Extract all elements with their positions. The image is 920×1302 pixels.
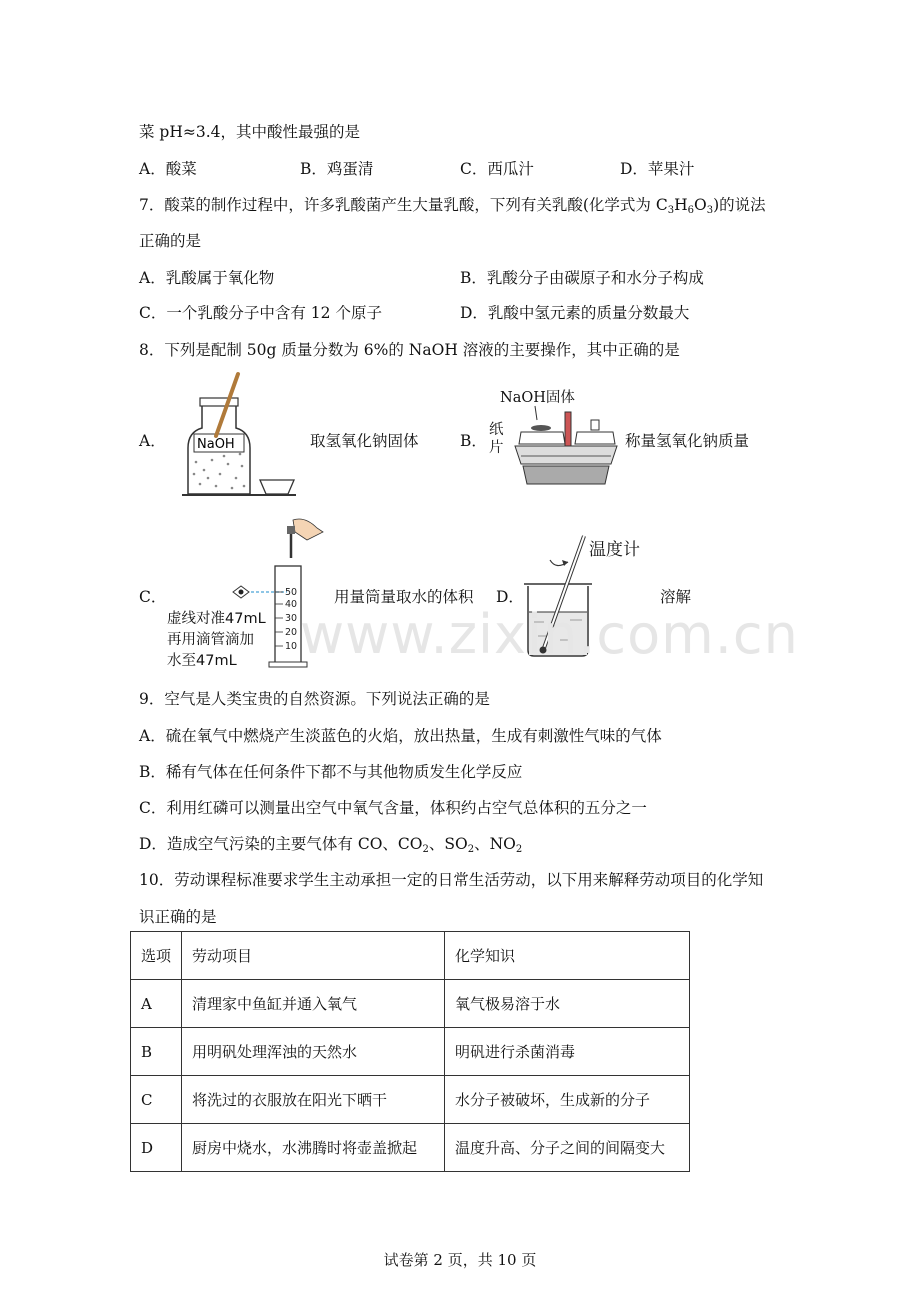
table-row — [131, 1076, 690, 1124]
q7-option-c: C．一个乳酸分子中含有 12 个原子 — [139, 304, 382, 322]
q8-a-caption: 取氢氧化钠固体 — [310, 432, 419, 450]
q9-option-b: B．稀有气体在任何条件下都不与其他物质发生化学反应 — [139, 763, 523, 781]
q8-d-caption: 溶解 — [660, 588, 692, 606]
q8-b-caption: 称量氢氧化钠质量 — [625, 432, 750, 450]
q7-option-b: B．乳酸分子由碳原子和水分子构成 — [460, 269, 704, 287]
table-row — [131, 1028, 690, 1076]
q6-option-d: D．苹果汁 — [620, 160, 695, 178]
table-cell: 厨房中烧水，水沸腾时将壶盖掀起 — [182, 1124, 445, 1172]
table-cell: 水分子被破坏，生成新的分子 — [445, 1076, 690, 1124]
table-cell: 将洗过的衣服放在阳光下晒干 — [182, 1076, 445, 1124]
tick-label: 50 — [285, 587, 298, 598]
table-header-row — [131, 932, 690, 980]
q9-stem: 9．空气是人类宝贵的自然资源。下列说法正确的是 — [139, 690, 490, 708]
q8-a-letter: A． — [139, 432, 166, 450]
table-cell: 氧气极易溶于水 — [445, 980, 690, 1028]
table-cell: 温度升高、分子之间的间隔变大 — [445, 1124, 690, 1172]
table-cell: 用明矾处理浑浊的天然水 — [182, 1028, 445, 1076]
q6-option-a: A．酸菜 — [139, 160, 197, 178]
q8-c-letter: C． — [139, 588, 167, 606]
table-row — [131, 980, 690, 1028]
q8-b-letter: B． — [460, 432, 487, 450]
q10-table — [130, 931, 690, 1172]
q7-stem-cont: 正确的是 — [139, 232, 202, 250]
q8-b-paper-label-1: 纸 — [489, 422, 504, 438]
beaker-thermometer-figure — [520, 530, 592, 660]
q9-option-a: A．硫在氧气中燃烧产生淡蓝色的火焰，放出热量，生成有刺激性气味的气体 — [139, 727, 662, 745]
table-cell: A — [131, 980, 182, 1028]
q6-option-c: C．西瓜汁 — [460, 160, 534, 178]
q8-c-note-2: 再用滴管滴加 — [167, 632, 254, 648]
tick-label: 40 — [285, 599, 298, 610]
q10-stem: 10．劳动课程标准要求学生主动承担一定的日常生活劳动，以下用来解释劳动项目的化学知 — [139, 871, 764, 889]
q9-option-c: C．利用红磷可以测量出空气中氧气含量，体积约占空气总体积的五分之一 — [139, 799, 647, 817]
table-header: 劳动项目 — [182, 932, 445, 980]
tick-label: 10 — [285, 641, 298, 652]
tick-label: 30 — [285, 613, 298, 624]
q8-stem: 8．下列是配制 50g 质量分数为 6%的 NaOH 溶液的主要操作，其中正确的是 — [139, 341, 680, 359]
table-cell: 明矾进行杀菌消毒 — [445, 1028, 690, 1076]
q6-tail: 菜 pH≈3.4，其中酸性最强的是 — [139, 123, 361, 141]
q8-c-note-1: 虚线对准47mL — [167, 611, 266, 627]
q7-option-a: A．乳酸属于氧化物 — [139, 269, 275, 287]
thermometer-label: 温度计 — [589, 540, 640, 560]
table-header: 选项 — [131, 932, 182, 980]
q8-b-top-label: NaOH固体 — [500, 390, 575, 406]
table-cell: 清理家中鱼缸并通入氧气 — [182, 980, 445, 1028]
q8-c-caption: 用量筒量取水的体积 — [334, 588, 474, 606]
q10-stem-cont: 识正确的是 — [139, 908, 217, 926]
q9-option-d: D．造成空气污染的主要气体有 CO、$CO_2$、$SO_2$、$NO_2$ — [139, 835, 523, 855]
watermark: www.zixin.com.cn — [300, 603, 799, 666]
q8-d-letter: D． — [496, 588, 524, 606]
q7-option-d: D．乳酸中氢元素的质量分数最大 — [460, 304, 690, 322]
q8-b-paper-label-2: 片 — [489, 440, 504, 456]
balance-figure — [505, 404, 620, 490]
reagent-bottle-figure — [180, 370, 300, 500]
q6-option-b: B．鸡蛋清 — [300, 160, 374, 178]
table-cell: C — [131, 1076, 182, 1124]
table-header: 化学知识 — [445, 932, 690, 980]
table-cell: D — [131, 1124, 182, 1172]
q7-stem: 7．酸菜的制作过程中，许多乳酸菌产生大量乳酸，下列有关乳酸(化学式为 $C_3H_6O_3$)的说法 — [139, 196, 766, 216]
q8-c-note-3: 水至47mL — [167, 653, 237, 669]
table-row — [131, 1124, 690, 1172]
page-footer: 试卷第 2 页，共 10 页 — [383, 1251, 537, 1269]
tick-label: 20 — [285, 627, 298, 638]
table-cell: B — [131, 1028, 182, 1076]
naoh-label: NaOH — [197, 437, 235, 452]
